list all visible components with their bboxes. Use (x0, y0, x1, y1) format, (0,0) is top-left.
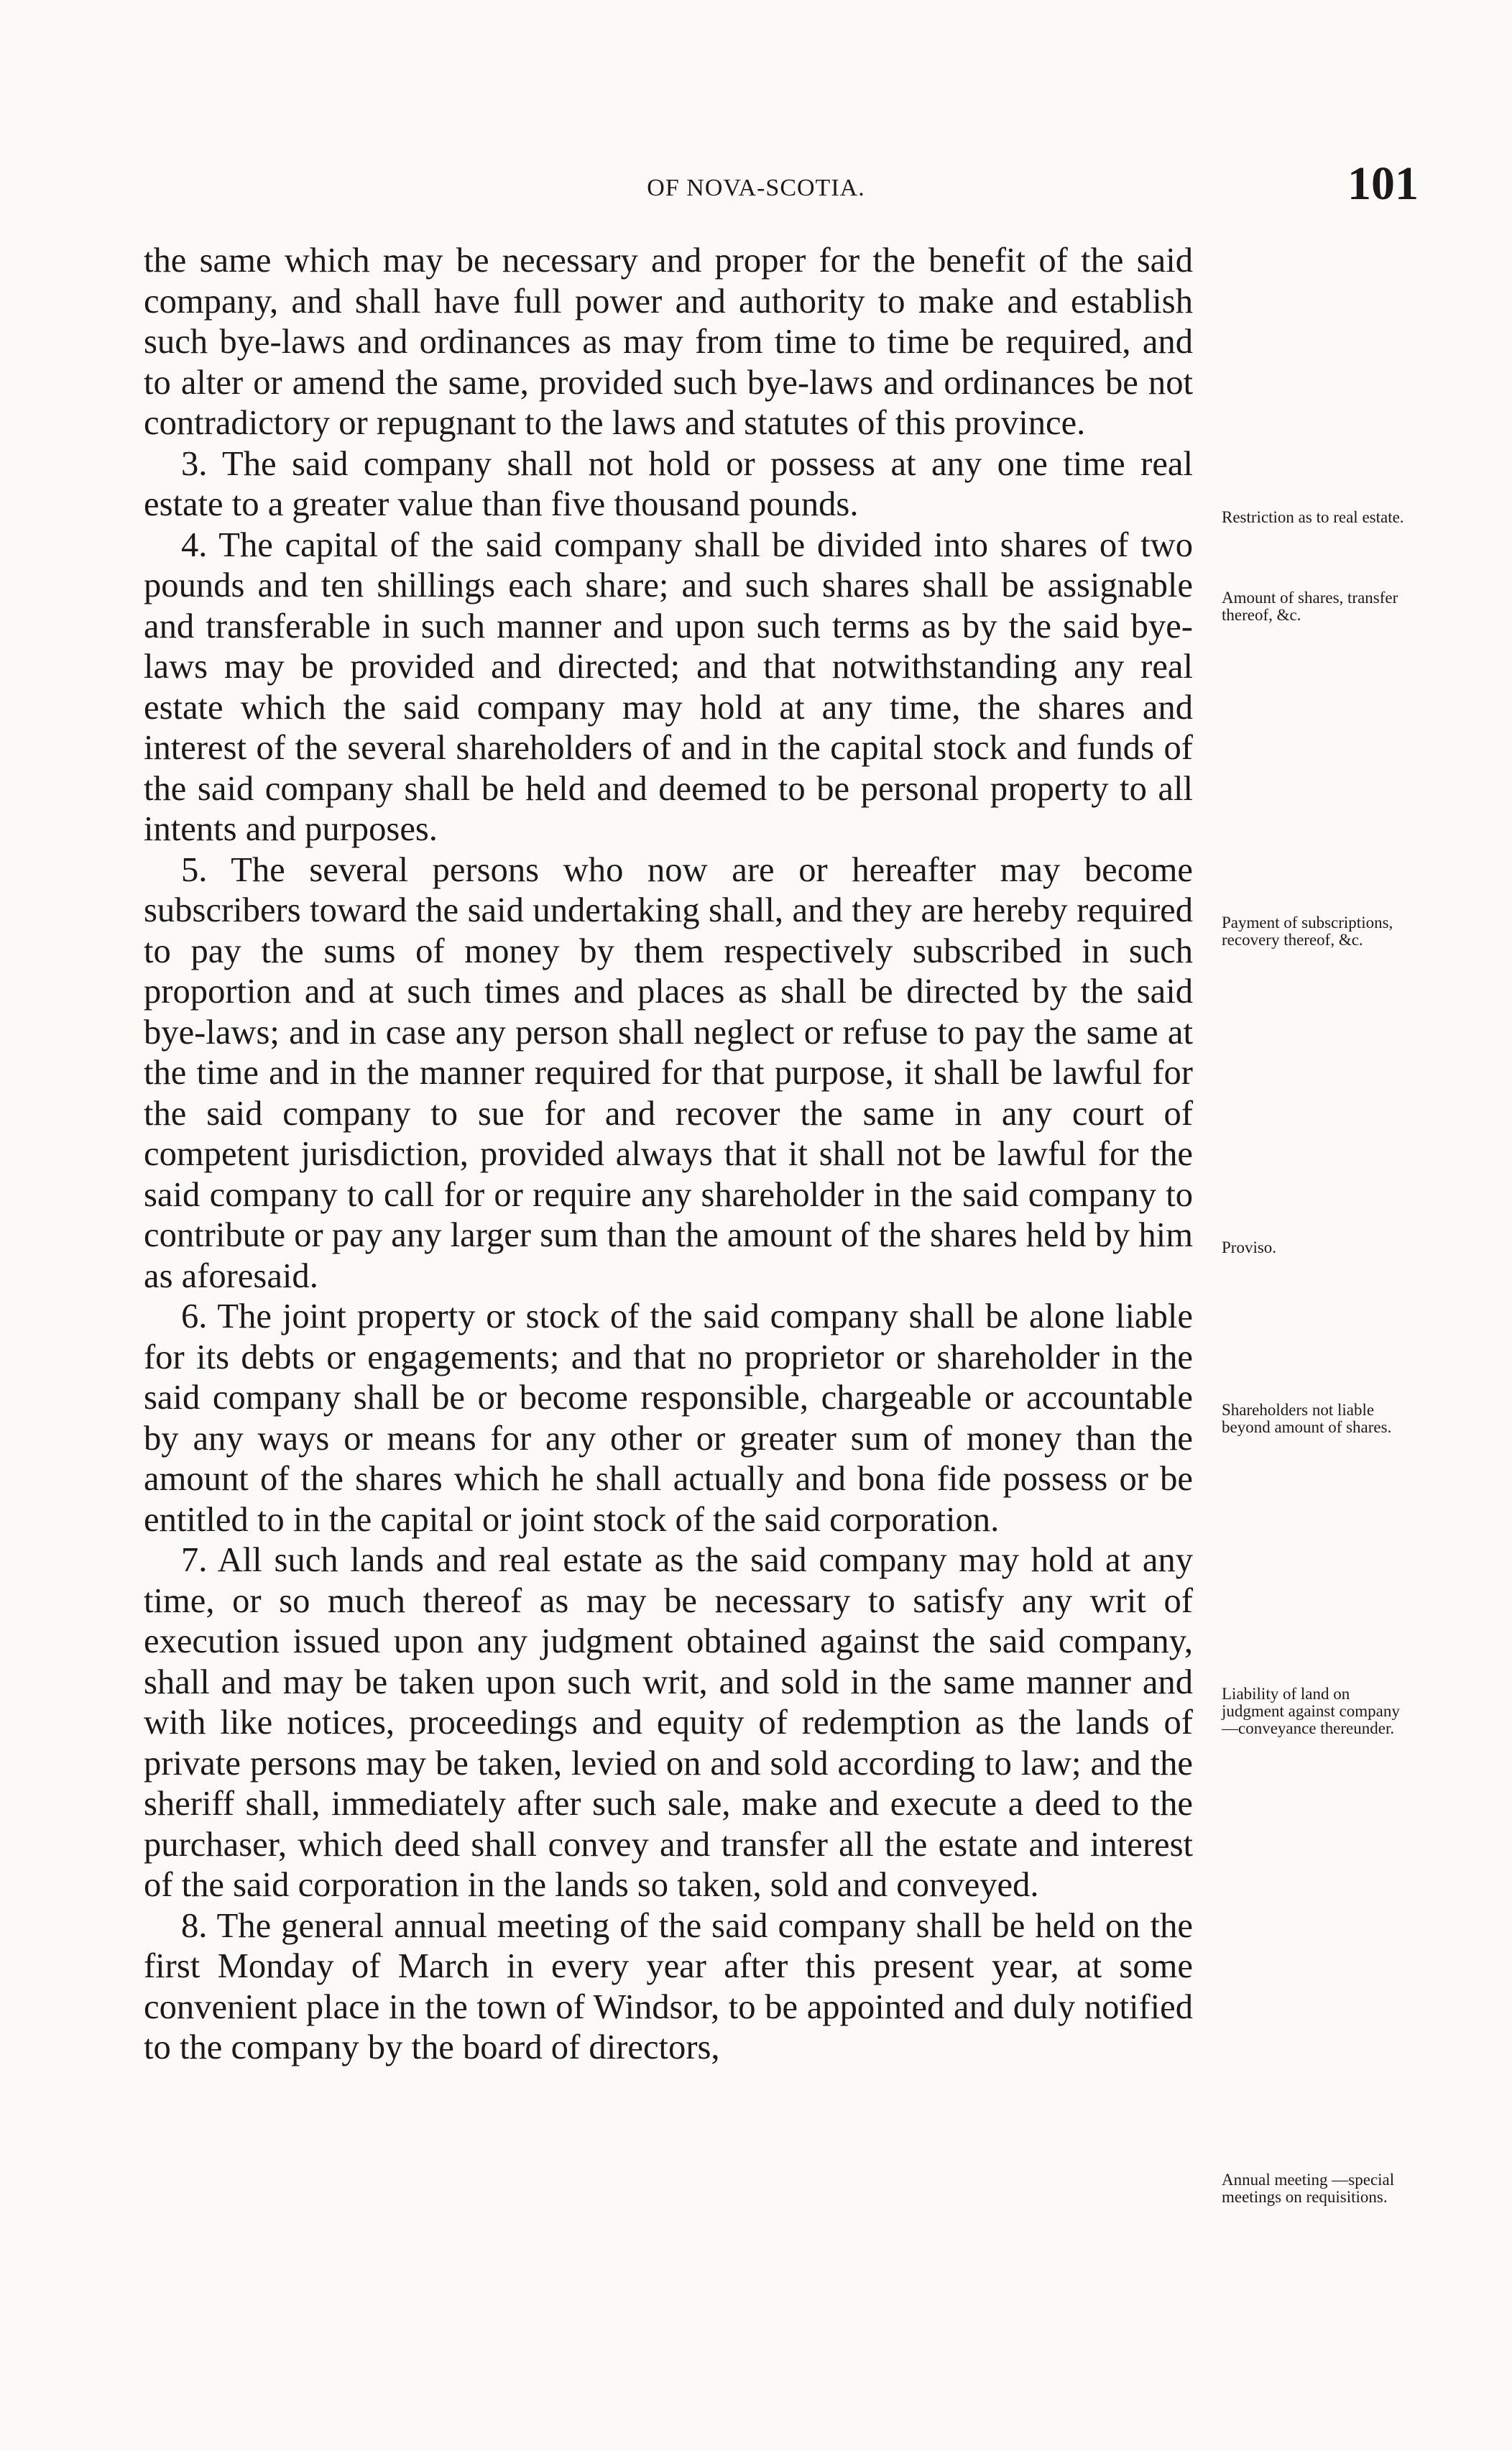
section-3: 3. The said company shall not hold or possess at any one time real estate to a greater value than five thousand pounds. (144, 443, 1193, 523)
header-title: OF NOVA-SCOTIA. (647, 175, 865, 201)
margin-note-restriction: Restriction as to real estate. (1222, 508, 1404, 526)
margin-note-annual-meeting: Annual meeting —special meetings on requisitions. (1222, 2171, 1395, 2206)
section-4: 4. The capital of the said company shall be divided into shares of two pounds and ten shillings each share; and such shares shall be assignable and transferable in such manner and upon such terms as by the said bye-laws may be provided and directed; and that notwithstanding any real estate which the said company may hold at any time, the shares and interest of the several shareholders of and in the capital stock and funds of the said company shall be held and deemed to be personal property to all intents and purposes. (144, 525, 1193, 848)
section-8: 8. The general annual meeting of the said company shall be held on the first Monday of March in every year after this present year, at some convenient place in the town of Windsor, to be appointed and duly notified to the company by the board of directors, (144, 1905, 1193, 2066)
section-5: 5. The several persons who now are or hereafter may become subscribers toward the said undertaking shall, and they are hereby required to pay the sums of money by them respectively subscribed in such proportion and at such times and places as shall be directed by the said bye-laws; and in case any person shall neglect or refuse to pay the same at the time and in the manner required for that purpose, it shall be lawful for the said company to sue for and recover the same in any court of competent jurisdiction, provided always that it shall not be lawful for the said company to call for or require any shareholder in the said company to contribute or pay any larger sum than the amount of the shares held by him as aforesaid. (144, 850, 1193, 1295)
section-7: 7. All such lands and real estate as the said company may hold at any time, or so much thereof as may be necessary to satisfy any writ of execution issued upon any judgment obtained against the said company, shall and may be taken upon such writ, and sold in the same manner and with like notices, proceedings and equity of redemption as the lands of private persons may be taken, levied on and sold according to law; and the sheriff shall, immediately after such sale, make and execute a deed to the purchaser, which deed shall convey and transfer all the estate and interest of the said corporation in the lands so taken, sold and conveyed. (144, 1540, 1193, 1904)
margin-note-payment: Payment of subscriptions, recovery thereof, &c. (1222, 914, 1393, 949)
margin-note-proviso: Proviso. (1222, 1238, 1277, 1256)
paragraph-continuation: the same which may be necessary and proper for the benefit of the said company, and shall have full power and authority to make and establish such bye-laws and ordinances as may from time to time be required, and to alter or amend the same, provided such bye-laws and ordinances be not contradictory or repugnant to the laws and statutes of this province. (144, 241, 1193, 442)
body-text (144, 240, 1193, 2068)
section-6: 6. The joint property or stock of the said company shall be alone liable for its debts or engagements; and that no proprietor or shareholder in the said company shall be or become responsible, chargeable or accountable by any ways or means for any other or greater sum of money than the amount of the shares which he shall actually and bona fide possess or be entitled to in the capital or joint stock of the said corporation. (144, 1297, 1193, 1539)
margin-note-liability: Liability of land on judgment against company —conveyance thereunder. (1222, 1685, 1400, 1737)
page-number: 101 (1347, 157, 1419, 210)
margin-note-shareholders: Shareholders not liable beyond amount of shares. (1222, 1401, 1392, 1436)
margin-note-shares: Amount of shares, transfer thereof, &c. (1222, 589, 1398, 624)
